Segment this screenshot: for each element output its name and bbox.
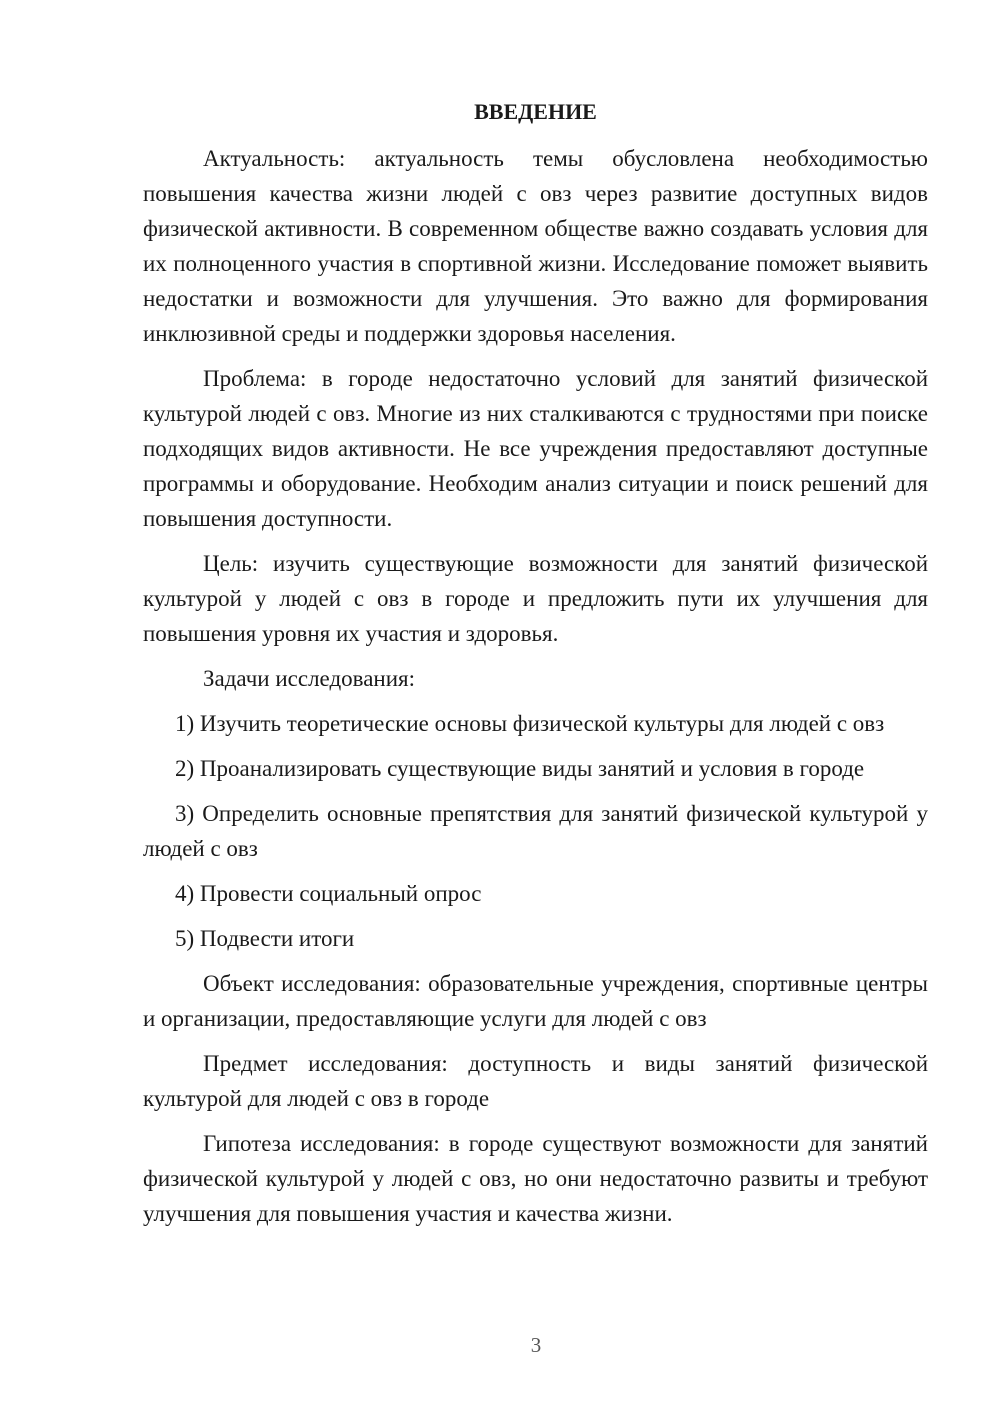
- page-content: [143, 94, 928, 1241]
- paragraph-subject: Предмет исследования: доступность и виды занятий физической культурой для людей с овз в городе: [143, 1051, 928, 1111]
- task-item-3: 3) Определить основные препятствия для занятий физической культурой у людей с овз: [143, 801, 928, 861]
- task-item-4: 4) Провести социальный опрос: [175, 881, 482, 906]
- paragraph-goal: Цель: изучить существующие возможности для занятий физической культурой у людей с овз в городе и предложить пути их улучшения для повышения уровня их участия и здоровья.: [143, 551, 928, 646]
- page-title: ВВЕДЕНИЕ: [474, 99, 597, 124]
- tasks-heading: Задачи исследования:: [203, 666, 416, 691]
- paragraph-problem: Проблема: в городе недостаточно условий для занятий физической культурой людей с овз. Многие из них сталкиваются с трудностями при поиске подходящих видов активности. Не все учреждения предоставляют доступные программы и оборудование. Необходим анализ ситуации и поиск решений для повышения доступности.: [143, 366, 928, 531]
- task-item-5: 5) Подвести итоги: [175, 926, 355, 951]
- paragraph-relevance: Актуальность: актуальность темы обусловлена необходимостью повышения качества жизни людей с овз через развитие доступных видов физической активности. В современном обществе важно создавать условия для их полноценного участия в спортивной жизни. Исследование поможет выявить недостатки и возможности для улучшения. Это важно для формирования инклюзивной среды и поддержки здоровья населения.: [143, 146, 928, 346]
- task-item-2: 2) Проанализировать существующие виды занятий и условия в городе: [175, 756, 865, 781]
- paragraph-object: Объект исследования: образовательные учреждения, спортивные центры и организации, предоставляющие услуги для людей с овз: [143, 971, 928, 1031]
- task-item-1: 1) Изучить теоретические основы физической культуры для людей с овз: [175, 711, 885, 736]
- paragraph-hypothesis: Гипотеза исследования: в городе существуют возможности для занятий физической культурой у людей с овз, но они недостаточно развиты и требуют улучшения для повышения участия и качества жизни.: [143, 1131, 928, 1226]
- page-number: 3: [530, 1333, 542, 1357]
